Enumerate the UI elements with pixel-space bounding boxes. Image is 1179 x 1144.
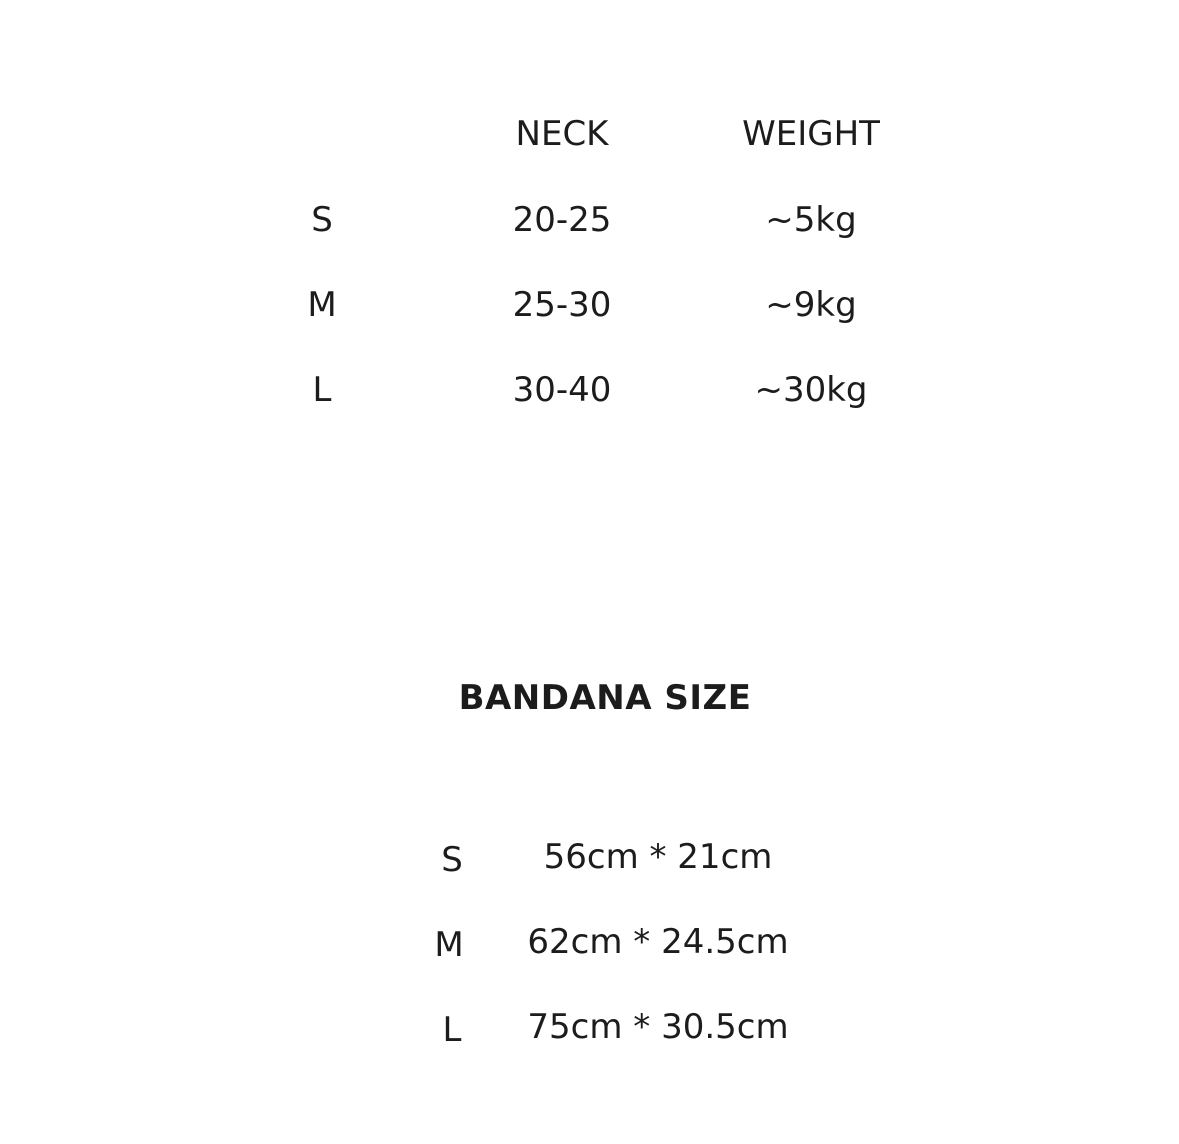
- bandana-size-title: BANDANA SIZE: [458, 678, 752, 718]
- weight-value: ~5kg: [765, 200, 857, 240]
- weight-value: ~30kg: [754, 370, 868, 410]
- neck-value: 30-40: [512, 370, 612, 410]
- bandana-size-label: M: [434, 925, 464, 965]
- size-label: L: [312, 370, 332, 410]
- bandana-size-label: S: [441, 840, 463, 880]
- bandana-size-label: L: [442, 1010, 462, 1050]
- size-label: M: [307, 285, 337, 325]
- weight-value: ~9kg: [765, 285, 857, 325]
- size-label: S: [311, 200, 333, 240]
- bandana-dimensions: 56cm * 21cm: [543, 837, 773, 877]
- neck-value: 25-30: [512, 285, 612, 325]
- neck-value: 20-25: [512, 200, 612, 240]
- weight-column-header: WEIGHT: [742, 114, 880, 154]
- neck-column-header: NECK: [515, 114, 609, 154]
- bandana-dimensions: 75cm * 30.5cm: [527, 1007, 789, 1047]
- bandana-dimensions: 62cm * 24.5cm: [527, 922, 789, 962]
